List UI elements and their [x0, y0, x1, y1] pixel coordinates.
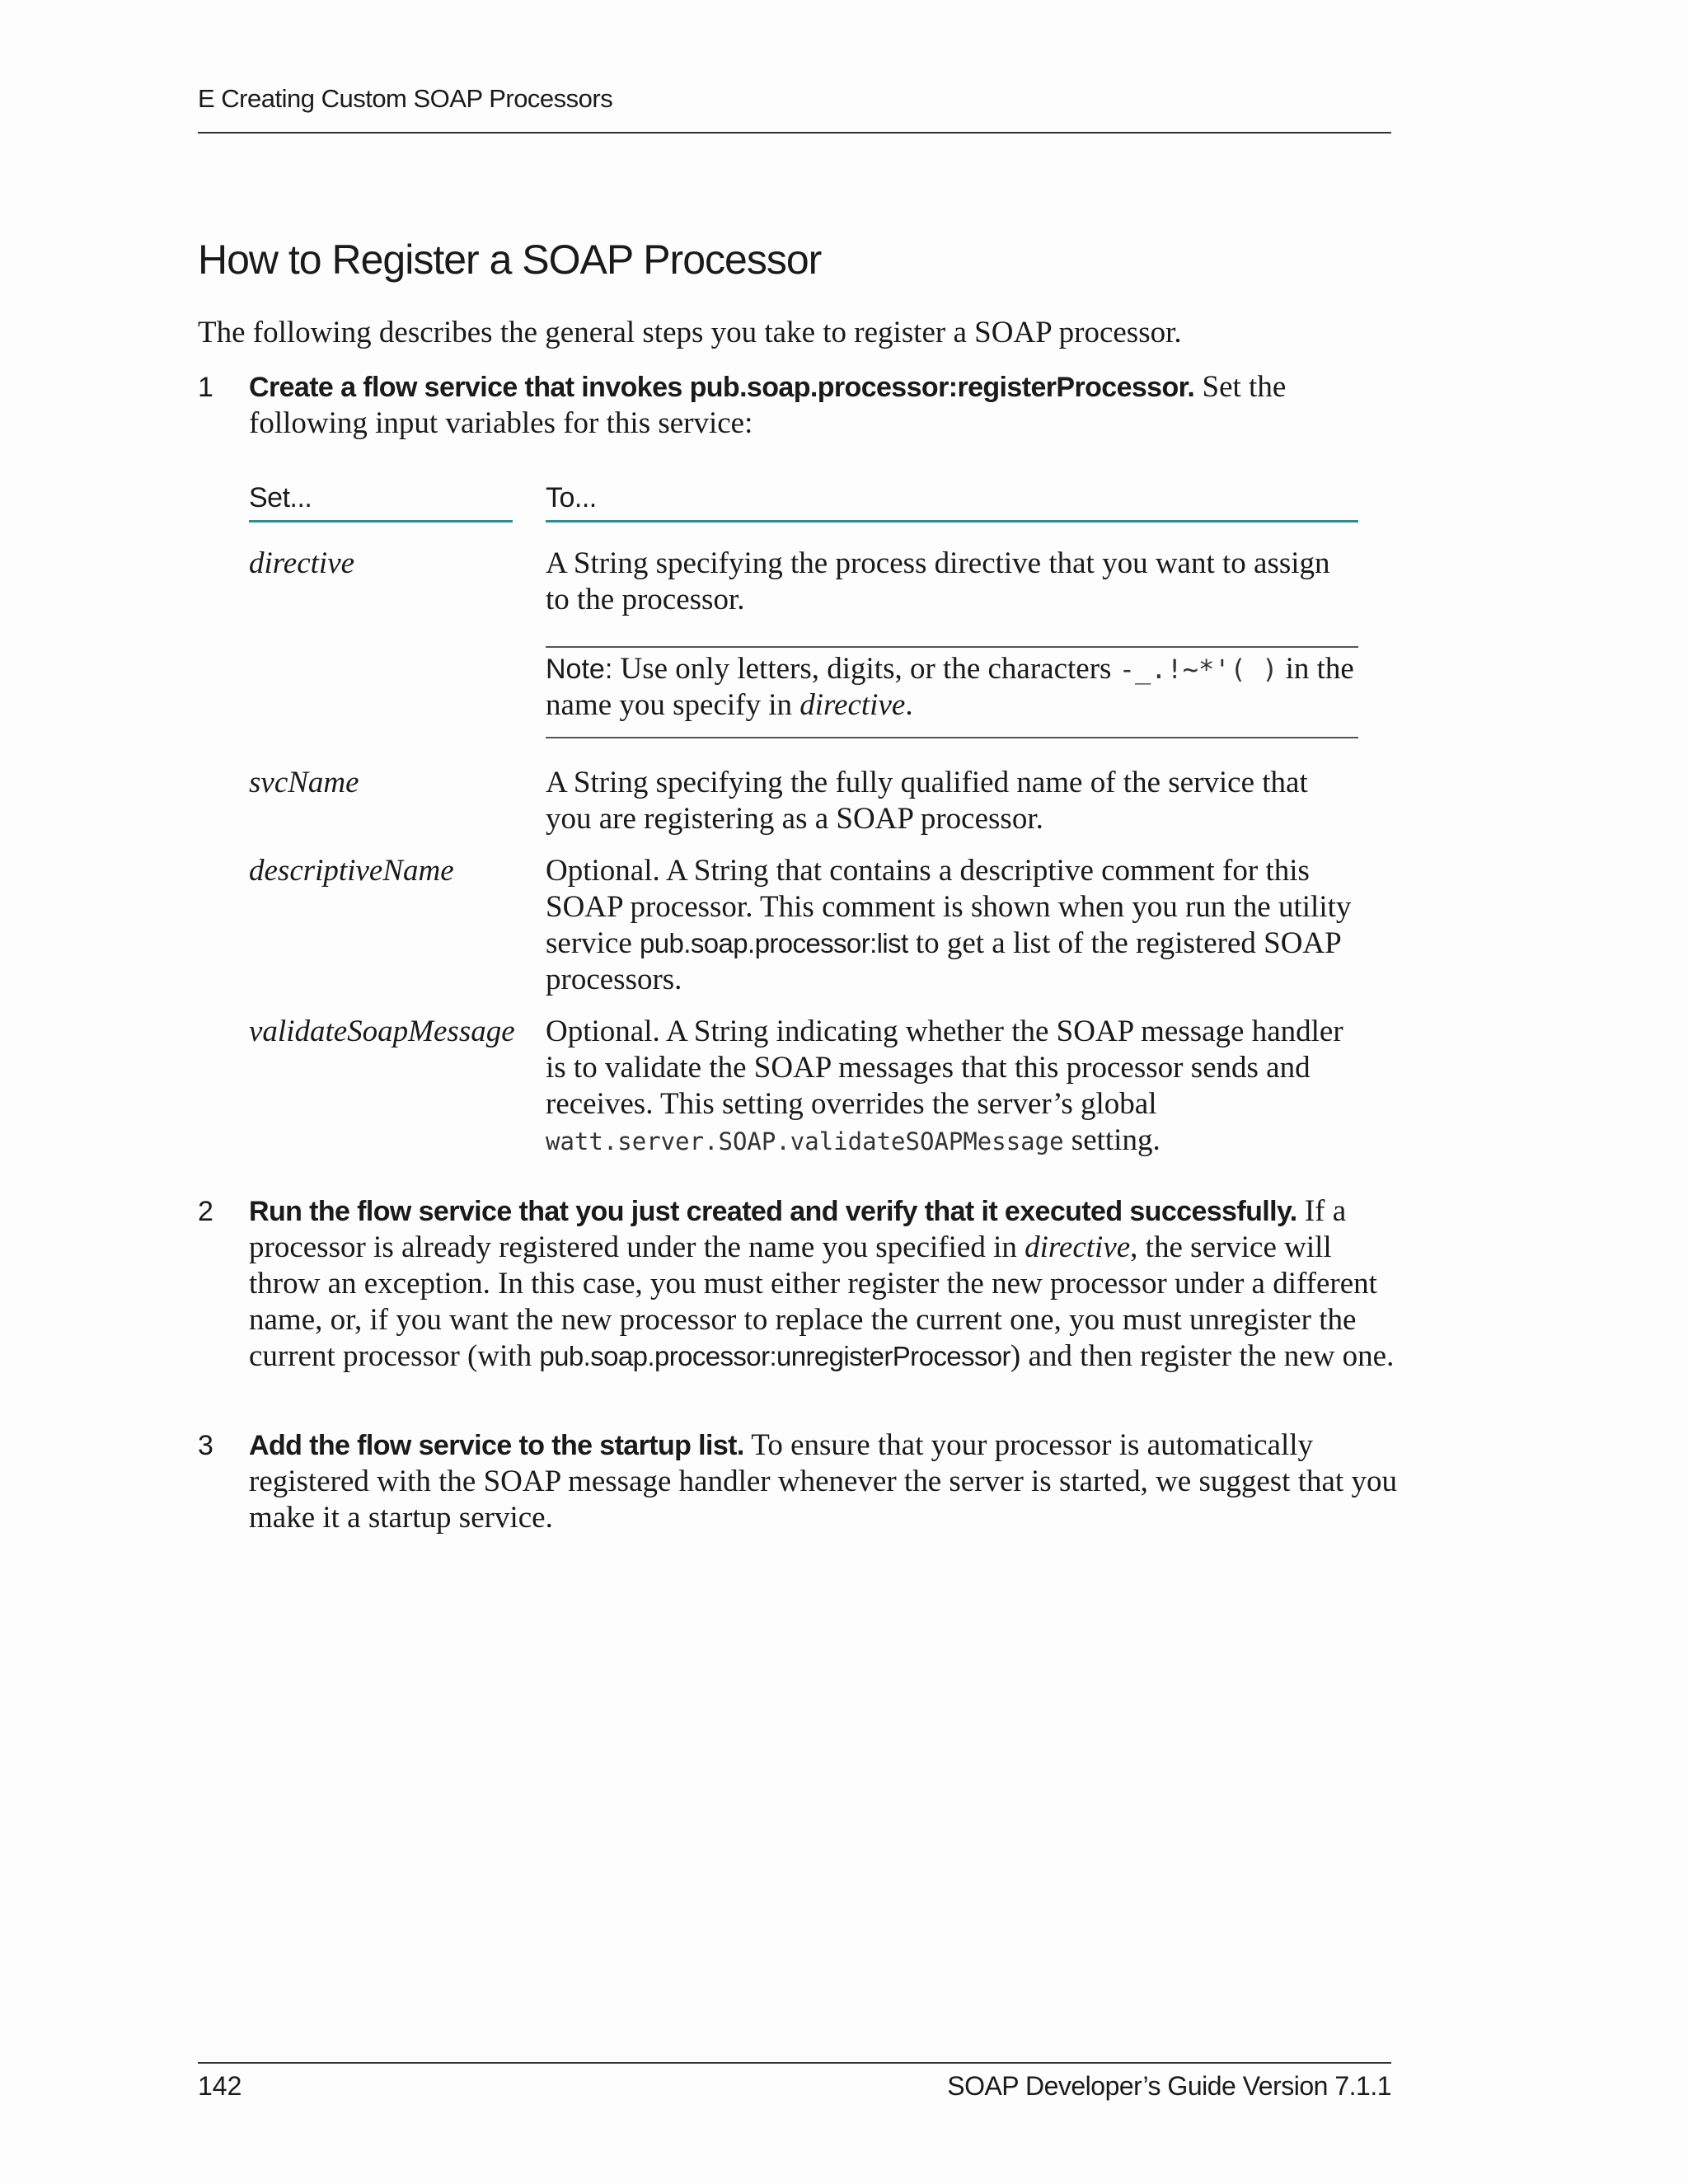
- table-header-set: Set...: [249, 482, 312, 513]
- param-name: svcName: [249, 766, 359, 799]
- page-number: 142: [198, 2071, 242, 2101]
- note-text: in the name you specify in: [546, 652, 1354, 722]
- note-text: Use only letters, digits, or the characters: [612, 652, 1119, 686]
- param-description: [546, 1014, 1358, 1160]
- table-header-rule: [249, 520, 513, 523]
- page-title: How to Register a SOAP Processor: [198, 237, 822, 283]
- param-text: Optional. A String indicating whether the SOAP message handler is to validate the SOAP messages that this processor sends and receives. This setting overrides the server’s global: [546, 1015, 1343, 1121]
- note-italic-term: directive: [799, 688, 906, 722]
- step-3: [198, 1427, 1409, 1536]
- footer-doc-title: SOAP Developer’s Guide Version 7.1.1: [947, 2071, 1391, 2101]
- footer-rule: [198, 2062, 1391, 2064]
- step-text: Set the following input variables for this service:: [249, 370, 1287, 440]
- param-name: directive: [249, 546, 355, 580]
- service-name: pub.soap.processor:unregisterProcessor: [539, 1341, 1010, 1371]
- param-name: validateSoapMessage: [249, 1015, 515, 1048]
- step-2: [198, 1193, 1409, 1375]
- note-rule: [546, 646, 1358, 648]
- param-text: setting.: [1063, 1123, 1160, 1157]
- step-number: 3: [198, 1430, 213, 1461]
- step-number: 2: [198, 1196, 213, 1227]
- step-lead: Add the flow service to the startup list.: [249, 1430, 744, 1461]
- step-body: [249, 369, 1409, 442]
- setting-name: watt.server.SOAP.validateSOAPMessage: [546, 1127, 1064, 1155]
- param-description: [546, 853, 1358, 998]
- intro-paragraph: The following describes the general steps you take to register a SOAP processor.: [198, 316, 1182, 349]
- step-body: [249, 1193, 1409, 1375]
- step-lead: Create a flow service that invokes pub.soap.processor:registerProcessor.: [249, 372, 1195, 403]
- note-box: [546, 651, 1358, 724]
- table-header-rule: [546, 520, 1358, 523]
- param-text: to get a list of the registered SOAP processors.: [546, 926, 1341, 996]
- step-number: 1: [198, 372, 213, 403]
- step-body: [249, 1427, 1409, 1536]
- step-text: , the service will throw an exception. In this case, you must either register the new processor under a different name, or, if you want the new processor to replace the current one, you must unregister the current processor (with: [249, 1230, 1377, 1373]
- note-characters: -_.!~*'( ): [1118, 654, 1278, 685]
- param-name: descriptiveName: [249, 854, 454, 888]
- note-text: .: [905, 688, 913, 722]
- note-rule: [546, 737, 1358, 738]
- header-rule: [198, 132, 1391, 134]
- table-header-to: To...: [546, 482, 597, 513]
- step-lead: Run the flow service that you just created and verify that it executed successfully.: [249, 1196, 1297, 1227]
- param-description: A String specifying the fully qualified name of the service that you are registering as a SOAP processor.: [546, 766, 1308, 836]
- param-description: A String specifying the process directive that you want to assign to the processor.: [546, 546, 1330, 616]
- step-text: To ensure that your processor is automatically registered with the SOAP message handler whenever the server is started, we suggest that you make it a startup service.: [249, 1428, 1397, 1535]
- step-italic-term: directive: [1025, 1230, 1131, 1264]
- param-text: Optional. A String that contains a descriptive comment for this SOAP processor. This comment is shown when you run the utility service: [546, 854, 1352, 960]
- step-text: If a processor is already registered under the name you specified in: [249, 1194, 1347, 1264]
- step-1: [198, 369, 1409, 442]
- service-name: pub.soap.processor:list: [640, 928, 908, 958]
- running-header: E Creating Custom SOAP Processors: [198, 84, 613, 113]
- step-text: ) and then register the new one.: [1010, 1339, 1395, 1373]
- note-label: Note:: [546, 654, 613, 685]
